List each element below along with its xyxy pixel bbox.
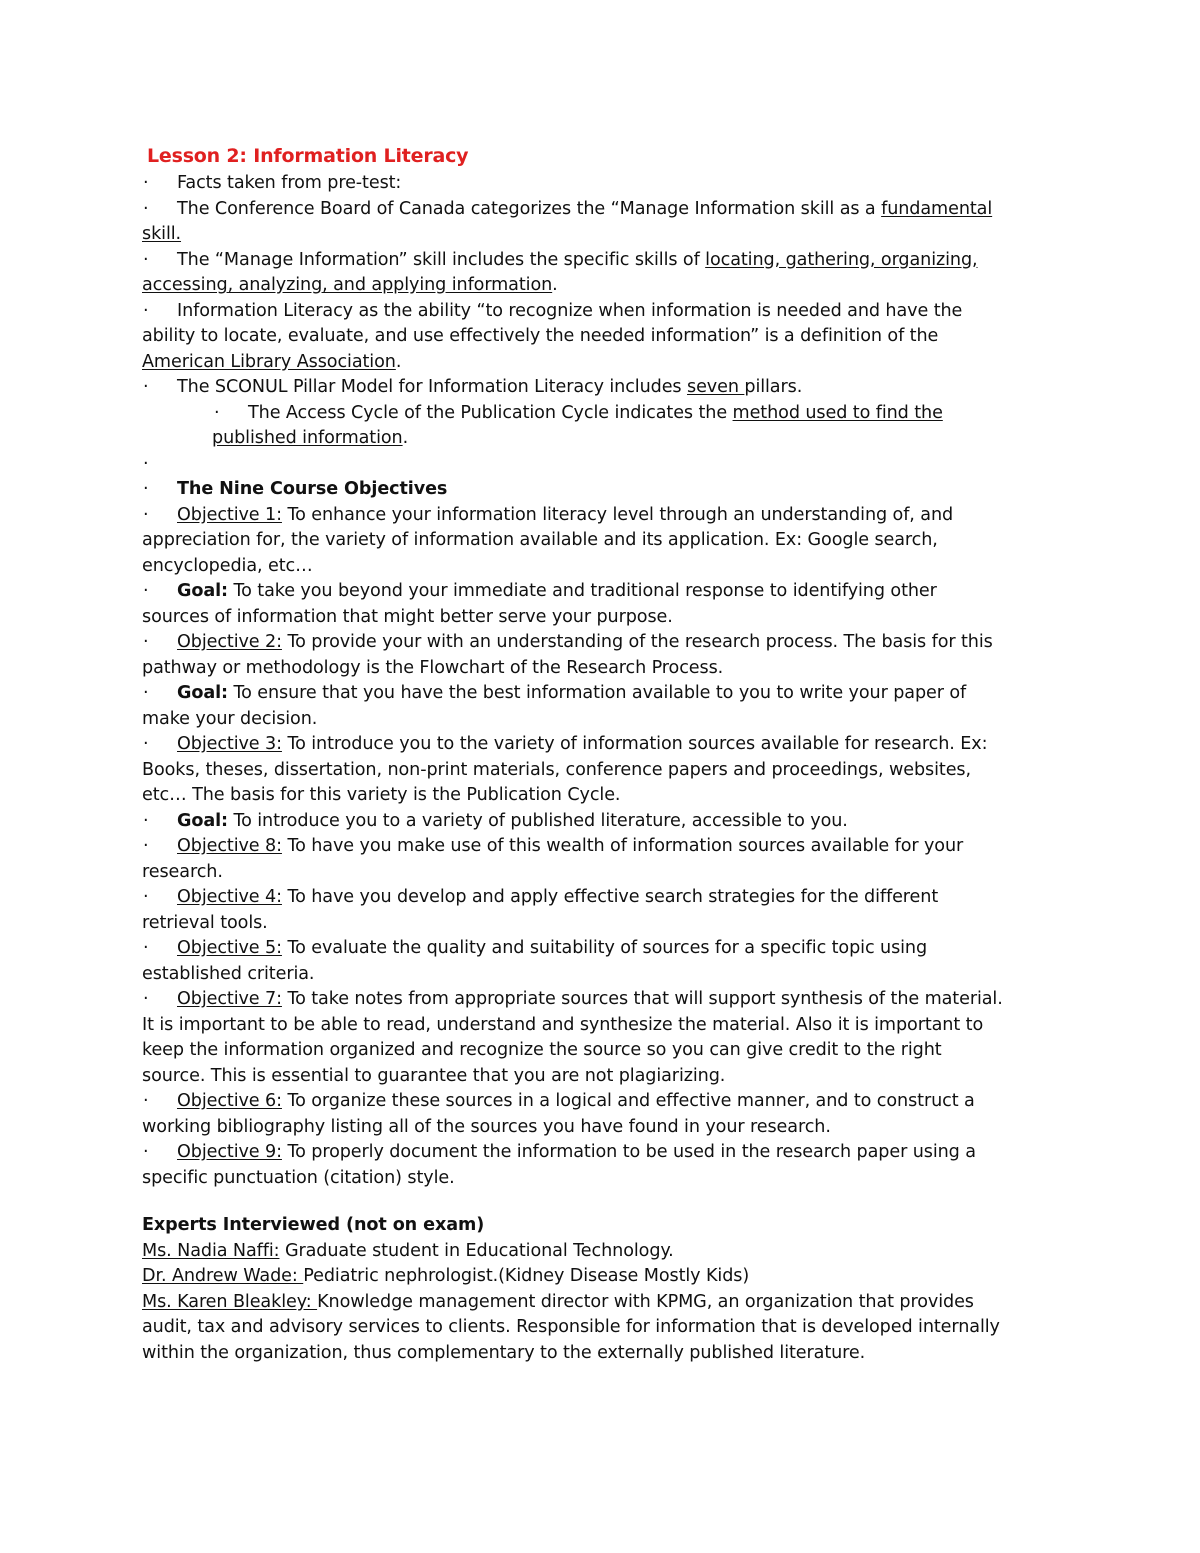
continuation-line: within the organization, thus complementary to the externally published literature. bbox=[142, 1342, 866, 1363]
bullet: · bbox=[143, 887, 149, 907]
empty-list-item bbox=[142, 452, 1072, 478]
continuation-line: pathway or methodology is the Flowchart of the Research Process. bbox=[142, 657, 724, 678]
goal-label: Goal: bbox=[177, 581, 228, 601]
objective-label: Objective 1: bbox=[177, 504, 282, 525]
list-item bbox=[142, 248, 1072, 274]
expert-description: Graduate student in Educational Technology. bbox=[279, 1240, 674, 1261]
underlined-term: skill. bbox=[142, 224, 182, 244]
continuation-line: keep the information organized and recognize the source so you can give credit to the right bbox=[142, 1040, 942, 1060]
goal-text: To ensure that you have the best information available to you to write your paper of bbox=[227, 683, 967, 703]
objective-text: To enhance your information literacy level through an understanding of, and bbox=[281, 504, 954, 525]
objective-label: Objective 3: bbox=[177, 734, 282, 754]
goal-text: To introduce you to a variety of published literature, accessible to you. bbox=[227, 810, 848, 831]
underlined-term: method used to find the bbox=[732, 402, 943, 423]
expert-description: Knowledge management director with KPMG, an organization that provides bbox=[317, 1291, 974, 1312]
objective-text: To evaluate the quality and suitability of sources for a specific topic using bbox=[281, 938, 928, 958]
bullet: · bbox=[143, 632, 149, 652]
bullet: · bbox=[143, 479, 149, 499]
bullet: · bbox=[143, 504, 149, 525]
sub-list-item bbox=[142, 401, 1072, 427]
underlined-term: fundamental bbox=[881, 198, 993, 219]
bullet: · bbox=[143, 377, 149, 397]
bullet: · bbox=[214, 402, 220, 423]
continuation-line: encyclopedia, etc… bbox=[142, 555, 313, 576]
expert-item bbox=[142, 1239, 1072, 1265]
list-item bbox=[142, 197, 1072, 223]
objective-text: To organize these sources in a logical and effective manner, and to construct a bbox=[281, 1091, 975, 1111]
goal-label: Goal: bbox=[177, 810, 228, 831]
objective-text: To have you develop and apply effective search strategies for the different bbox=[281, 887, 939, 907]
list-item bbox=[142, 171, 1072, 197]
list-item bbox=[142, 375, 1072, 401]
objective-text: To take notes from appropriate sources that will support synthesis of the material. bbox=[281, 989, 1003, 1009]
facts-intro: Facts taken from pre-test: bbox=[177, 173, 402, 193]
fact-text: The SCONUL Pillar Model for Information Literacy includes bbox=[177, 377, 687, 397]
goal-1 bbox=[142, 579, 1072, 605]
objective-label: Objective 7: bbox=[177, 989, 282, 1009]
expert-name: Dr. Andrew Wade: bbox=[142, 1266, 304, 1286]
underlined-term: American Library Association bbox=[142, 351, 396, 372]
punctuation: . bbox=[402, 428, 409, 448]
bullet: · bbox=[143, 734, 149, 754]
continuation-line: working bibliography listing all of the sources you have found in your research. bbox=[142, 1116, 831, 1137]
continuation-line bbox=[142, 350, 1072, 376]
objective-label: Objective 9: bbox=[177, 1142, 282, 1162]
bullet: · bbox=[143, 198, 149, 219]
objectives-heading: The Nine Course Objectives bbox=[177, 479, 448, 499]
expert-item bbox=[142, 1290, 1072, 1316]
continuation-line bbox=[142, 273, 1072, 299]
continuation-line: specific punctuation (citation) style. bbox=[142, 1167, 455, 1188]
underlined-term: published information bbox=[212, 428, 403, 448]
underlined-term: locating, gathering, organizing, bbox=[705, 249, 978, 270]
expert-name: Ms. Nadia Naffi: bbox=[142, 1240, 280, 1261]
objective-text: To introduce you to the variety of information sources available for research. Ex: bbox=[281, 734, 988, 754]
objective-9 bbox=[142, 1140, 1072, 1166]
objective-1 bbox=[142, 503, 1072, 529]
punctuation: . bbox=[552, 275, 558, 295]
continuation-line: Books, theses, dissertation, non-print materials, conference papers and proceedings, websites, bbox=[142, 759, 971, 780]
bullet: · bbox=[143, 989, 149, 1009]
objective-text: To have you make use of this wealth of information sources available for your bbox=[281, 836, 964, 856]
spacer bbox=[142, 1191, 1072, 1213]
expert-description: Pediatric nephrologist.(Kidney Disease Mostly Kids) bbox=[303, 1266, 750, 1286]
fact-text: pillars. bbox=[744, 377, 803, 397]
goal-3 bbox=[142, 809, 1072, 835]
continuation-line: sources of information that might better serve your purpose. bbox=[142, 606, 673, 627]
continuation-line bbox=[142, 222, 1072, 248]
experts-heading: Experts Interviewed (not on exam) bbox=[142, 1215, 485, 1235]
list-item bbox=[142, 299, 1072, 325]
bullet: · bbox=[143, 810, 149, 831]
objective-4 bbox=[142, 885, 1072, 911]
continuation-line: ability to locate, evaluate, and use effectively the needed information” is a definition of the bbox=[142, 326, 939, 346]
goal-2 bbox=[142, 681, 1072, 707]
objective-2 bbox=[142, 630, 1072, 656]
bullet: · bbox=[143, 836, 149, 856]
objective-label: Objective 6: bbox=[177, 1091, 282, 1111]
bullet: · bbox=[143, 1091, 149, 1111]
continuation-line: established criteria. bbox=[142, 963, 315, 984]
goal-text: To take you beyond your immediate and traditional response to identifying other bbox=[227, 581, 937, 601]
fact-text: The “Manage Information” skill includes the specific skills of bbox=[177, 249, 706, 270]
underlined-term: accessing, analyzing, and applying information bbox=[142, 275, 553, 295]
objective-3 bbox=[142, 732, 1072, 758]
punctuation: . bbox=[395, 351, 402, 372]
continuation-line: etc… The basis for this variety is the Publication Cycle. bbox=[142, 785, 621, 805]
objective-8 bbox=[142, 834, 1072, 860]
continuation-line: retrieval tools. bbox=[142, 912, 268, 933]
objective-label: Objective 4: bbox=[177, 887, 282, 907]
bullet: · bbox=[143, 173, 149, 193]
continuation-line: source. This is essential to guarantee that you are not plagiarizing. bbox=[142, 1065, 726, 1086]
bullet: · bbox=[143, 1142, 149, 1162]
expert-item bbox=[142, 1264, 1072, 1290]
objective-label: Objective 5: bbox=[177, 938, 282, 958]
list-item bbox=[142, 477, 1072, 503]
bullet: · bbox=[143, 938, 149, 958]
objective-label: Objective 8: bbox=[177, 836, 282, 856]
continuation-line: appreciation for, the variety of information available and its application. Ex: Google search, bbox=[142, 530, 938, 550]
bullet: · bbox=[143, 581, 149, 601]
underlined-term: seven bbox=[687, 377, 745, 397]
objective-7 bbox=[142, 987, 1072, 1013]
bullet: · bbox=[143, 249, 149, 270]
bullet: · bbox=[143, 300, 149, 321]
objective-text: To properly document the information to be used in the research paper using a bbox=[281, 1142, 976, 1162]
objective-6 bbox=[142, 1089, 1072, 1115]
continuation-line: research. bbox=[142, 861, 223, 882]
bullet: · bbox=[143, 453, 149, 474]
objective-5 bbox=[142, 936, 1072, 962]
lesson-title: Lesson 2: Information Literacy bbox=[147, 145, 469, 167]
bullet: · bbox=[143, 683, 149, 703]
objective-text: To provide your with an understanding of the research process. The basis for this bbox=[281, 632, 993, 652]
goal-label: Goal: bbox=[177, 683, 228, 703]
continuation-line: make your decision. bbox=[142, 708, 318, 729]
continuation-line bbox=[142, 426, 1072, 452]
fact-text: The Conference Board of Canada categorizes the “Manage Information skill as a bbox=[177, 198, 882, 219]
objective-label: Objective 2: bbox=[177, 632, 282, 652]
document-body bbox=[142, 141, 1072, 1366]
continuation-line: audit, tax and advisory services to clients. Responsible for information that is developed internally bbox=[142, 1317, 1000, 1337]
fact-text: Information Literacy as the ability “to recognize when information is needed and have the bbox=[177, 300, 963, 321]
expert-name: Ms. Karen Bleakley: bbox=[142, 1291, 318, 1312]
continuation-line: It is important to be able to read, understand and synthesize the material. Also it is important to bbox=[142, 1014, 984, 1035]
fact-text: The Access Cycle of the Publication Cycle indicates the bbox=[248, 402, 733, 423]
